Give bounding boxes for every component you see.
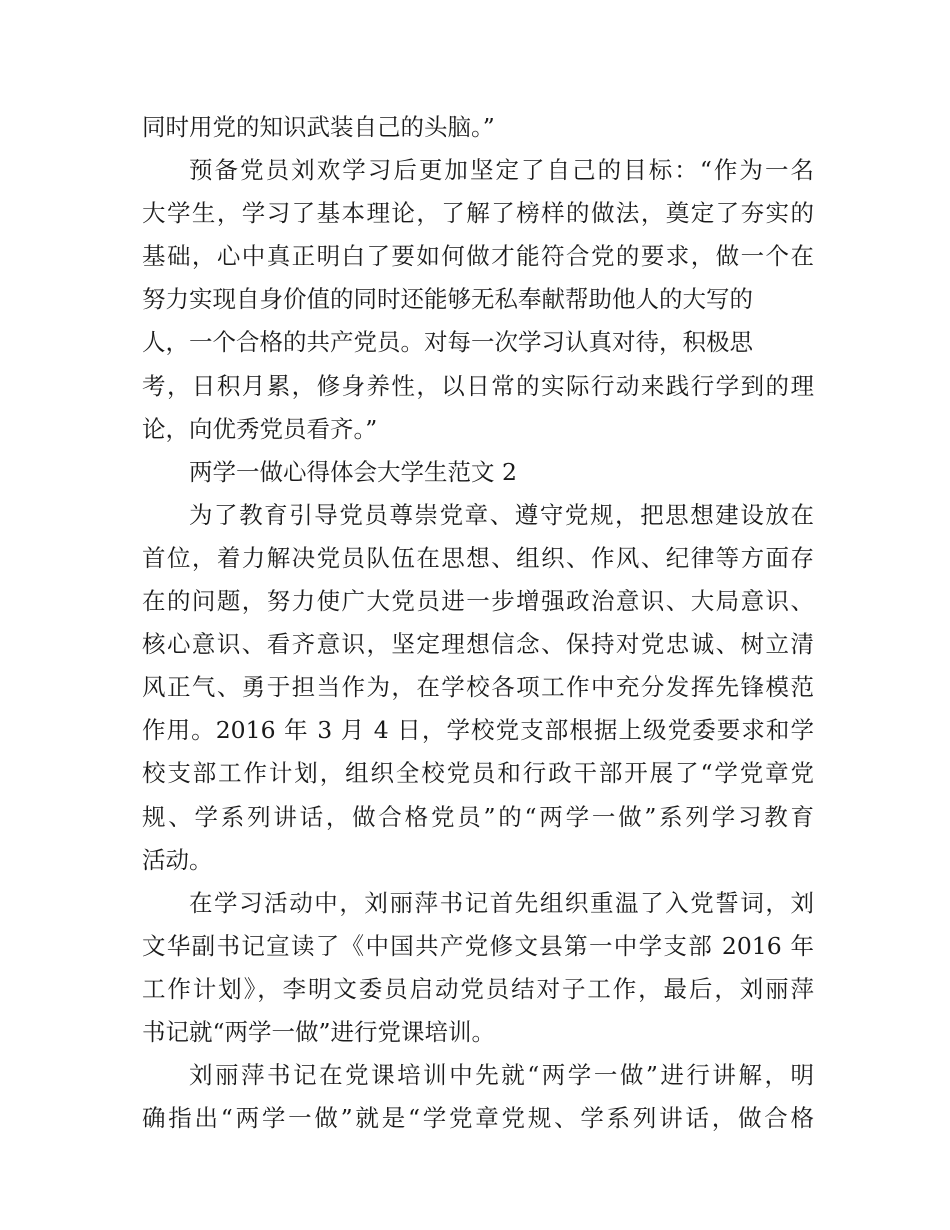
paragraph-line: 作用。2016 年 3 月 4 日，学校党支部根据上级党委要求和学 (142, 716, 814, 745)
paragraph-line: 首位，着力解决党员队伍在思想、组织、作风、纪律等方面存 (142, 543, 814, 572)
section-heading: 两学一做心得体会大学生范文 2 (189, 457, 517, 486)
document-body (142, 106, 814, 1140)
paragraph-line: 预备党员刘欢学习后更加坚定了自己的目标：“作为一名 (189, 156, 814, 185)
paragraph-line: 人，一个合格的共产党员。对每一次学习认真对待，积极思 (142, 328, 753, 357)
paragraph-line: 努力实现自身价值的同时还能够无私奉献帮助他人的大写的 (142, 285, 753, 314)
paragraph-line: 论，向优秀党员看齐。” (142, 414, 378, 443)
paragraph-line: 为了教育引导党员尊崇党章、遵守党规，把思想建设放在 (189, 500, 814, 529)
paragraph-line: 考，日积月累，修身养性，以日常的实际行动来践行学到的理 (142, 371, 814, 400)
paragraph-line: 活动。 (142, 845, 213, 874)
paragraph-line: 刘丽萍书记在党课培训中先就“两学一做”进行讲解，明 (189, 1061, 814, 1090)
paragraph-line: 大学生，学习了基本理论，了解了榜样的做法，奠定了夯实的 (142, 199, 814, 228)
paragraph-line: 工作计划》，李明文委员启动党员结对子工作，最后，刘丽萍 (142, 974, 814, 1003)
paragraph-line: 风正气、勇于担当作为，在学校各项工作中充分发挥先锋模范 (142, 673, 814, 702)
paragraph-line: 校支部工作计划，组织全校党员和行政干部开展了“学党章党 (142, 759, 814, 788)
paragraph-line: 在的问题，努力使广大党员进一步增强政治意识、大局意识、 (142, 587, 814, 616)
paragraph-line: 书记就“两学一做”进行党课培训。 (142, 1017, 496, 1046)
paragraph-line: 规、学系列讲话，做合格党员”的“两学一做”系列学习教育 (142, 802, 814, 831)
paragraph-line: 同时用党的知识武装自己的头脑。” (142, 113, 495, 141)
paragraph-line: 文华副书记宣读了《中国共产党修文县第一中学支部 2016 年 (142, 931, 814, 960)
paragraph-line: 在学习活动中，刘丽萍书记首先组织重温了入党誓词，刘 (189, 888, 814, 917)
paragraph-line: 基础，心中真正明白了要如何做才能符合党的要求，做一个在 (142, 242, 814, 271)
paragraph-line: 确指出“两学一做”就是“学党章党规、学系列讲话，做合格 (142, 1104, 814, 1133)
paragraph-line: 核心意识、看齐意识，坚定理想信念、保持对党忠诚、树立清 (142, 630, 814, 659)
